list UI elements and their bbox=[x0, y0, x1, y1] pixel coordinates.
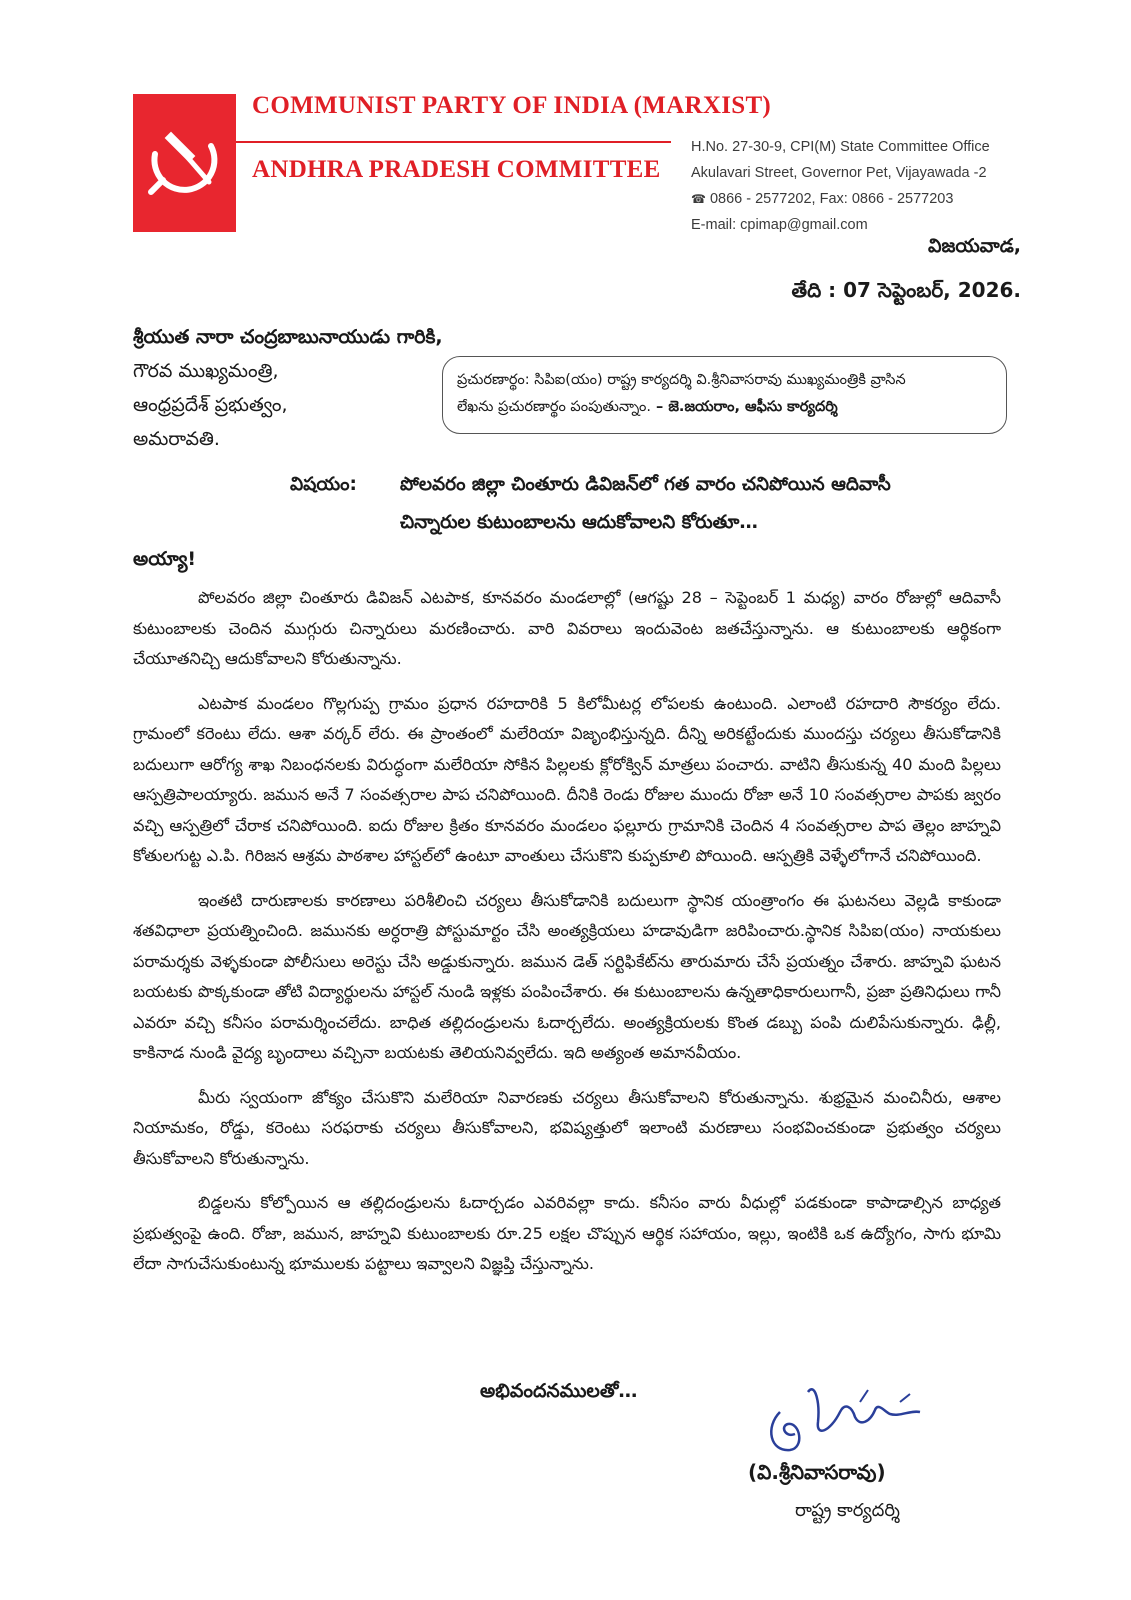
addressee bbox=[133, 320, 443, 456]
phone-icon: ☎ bbox=[691, 192, 706, 206]
party-logo bbox=[133, 94, 236, 232]
body-paragraph: మీరు స్వయంగా జోక్యం చేసుకొని మలేరియా నివారణకు చర్యలు తీసుకోవాలని కోరుతున్నాను. శుభ్రమైన మంచినీరు, ఆశాల నియామకం, రోడ్డు, కరెంటు సరఫరాకు చర్యలు తీసుకోవాలని, భవిష్యత్తులో ఇలాంటి మరణాలు సంభవించకుండా ప్రభుత్వం చర్యలు తీసుకోవాలని కోరుతున్నాను. bbox=[133, 1087, 1001, 1168]
subject-label: విషయం: bbox=[290, 474, 357, 495]
email-line: E-mail: cpimap@gmail.com bbox=[691, 217, 868, 233]
signatory-name: (వి.శ్రీనివాసరావు) bbox=[748, 1460, 886, 1484]
body-paragraph: ఎటపాక మండలం గొల్లగుప్ప గ్రామం ప్రధాన రహదారికి 5 కిలోమీటర్ల లోపలకు ఉంటుంది. ఎలాంటి రహదారి సౌకర్యం లేదు. గ్రామంలో కరెంటు లేదు. ఆశా వర్కర్ లేరు. ఈ ప్రాంతంలో మలేరియా విజృంభిస్తున్నది. దీన్ని అరికట్టేందుకు ముందస్తు చర్యలు తీసుకోడానికి బదులుగా ఆరోగ్య శాఖ నిబంధనలకు విరుద్ధంగా మలేరియా సోకిన పిల్లలకు క్లోరోక్విన్ మాత్రలు పంచారు. వాటిని తీసుకున్న 40 మంది పిల్లలు ఆస్పత్రిపాలయ్యారు. జమున అనే 7 సంవత్సరాల పాప చనిపోయింది. దీనికి రెండు రోజుల ముందు రోజా అనే 10 సంవత్సరాల పాపకు జ్వరం వచ్చి ఆస్పత్రిలో చేరాక చనిపోయింది. ఐదు రోజుల క్రితం కూనవరం మండలం ఫల్లూరు గ్రామానికి చెందిన 4 సంవత్సరాల పాప తెల్లం జాహ్నవి కోతులగుట్ట ఎ.పి. గిరిజన ఆశ్రమ పాఠశాల హాస్టల్‌లో ఉంటూ వాంతులు చేసుకొని కుప్పకూలి పోయింది. ఆస్పత్రికి వెళ్ళేలోగానే చనిపోయింది. bbox=[133, 693, 1001, 865]
office-address bbox=[691, 134, 1021, 238]
addressee-line: గౌరవ ముఖ్యమంత్రి, bbox=[133, 360, 279, 382]
press-note-line: ప్రచురణార్థం: సిపిఐ(యం) రాష్ట్ర కార్యదర్శి వి.శ్రీనివాసరావు ముఖ్యమంత్రికి వ్రాసిన bbox=[457, 372, 906, 388]
org-committee: ANDHRA PRADESH COMMITTEE bbox=[252, 156, 661, 183]
closing: అభివందనములతో… bbox=[480, 1380, 638, 1402]
salutation: అయ్యా! bbox=[133, 548, 197, 570]
signature-image bbox=[760, 1372, 950, 1466]
subject-line: పోలవరం జిల్లా చింతూరు డివిజన్‌లో గత వారం చనిపోయిన ఆదివాసీ bbox=[400, 474, 891, 495]
signatory-title: రాష్ట్ర కార్యదర్శి bbox=[795, 1500, 900, 1521]
letterhead bbox=[0, 0, 1131, 240]
addressee-line: ఆంధ్రప్రదేశ్ ప్రభుత్వం, bbox=[133, 394, 288, 416]
body-paragraph: ఇంతటి దారుణాలకు కారణాలు పరిశీలించి చర్యలు తీసుకోడానికి బదులుగా స్థానిక యంత్రాంగం ఈ ఘటనలు వెల్లడి కాకుండా శతవిధాలా ప్రయత్నించింది. జమునకు అర్ధరాత్రి పోస్టుమార్టం చేసి అంత్యక్రియలు హడావుడిగా జరిపించారు.స్థానిక సిపిఐ(యం) నాయకులు పరామర్శకు వెళ్ళకుండా పోలీసులు అరెస్టు చేసి అడ్డుకున్నారు. జమున డెత్ సర్టిఫికేట్‌ను తారుమారు చేసే ప్రయత్నం చేశారు. జాహ్నవి ఘటన బయటకు పొక్కకుండా తోటి విద్యార్థులను హాస్టల్ నుండి ఇళ్లకు పంపించేశారు. ఈ కుటుంబాలను ఉన్నతాధికారులుగానీ, ప్రజా ప్రతినిధులు గానీ ఎవరూ వచ్చి కనీసం పరామర్శించలేదు. బాధిత తల్లిదండ్రులను ఓదార్చలేదు. అంత్యక్రియలకు కొంత డబ్బు పంపి దులిపేసుకున్నారు. ఢిల్లీ, కాకినాడ నుండి వైద్య బృందాలు వచ్చినా బయటకు తెలియనివ్వలేదు. ఇది అత్యంత అమానవీయం. bbox=[133, 890, 1001, 1062]
org-name: COMMUNIST PARTY OF INDIA (MARXIST) bbox=[252, 92, 772, 119]
press-note-box bbox=[442, 356, 1007, 434]
body-paragraph: బిడ్డలను కోల్పోయిన ఆ తల్లిదండ్రులను ఓదార్చడం ఎవరివల్లా కాదు. కనీసం వారు వీధుల్లో పడకుండా కాపాడాల్సిన బాధ్యత ప్రభుత్వంపై ఉంది. రోజా, జమున, జాహ్నవి కుటుంబాలకు రూ.25 లక్షల చొప్పున ఆర్థిక సహాయం, ఇల్లు, ఇంటికి ఒక ఉద్యోగం, సాగు భూమి లేదా సాగుచేసుకుంటున్న భూములకు పట్టాలు ఇవ్వాలని విజ్ఞప్తి చేస్తున్నాను. bbox=[133, 1193, 1001, 1273]
addressee-line: అమరావతి. bbox=[133, 428, 220, 450]
place: విజయవాడ, bbox=[927, 235, 1021, 257]
letter-date: తేది : 07 సెప్టెంబర్, 2026. bbox=[791, 278, 1021, 302]
phone-line bbox=[691, 186, 1021, 212]
subject-line: చిన్నారుల కుటుంబాలను ఆదుకోవాలని కోరుతూ… bbox=[400, 512, 758, 533]
press-note-signoff: – జె.జయరాం, ఆఫీసు కార్యదర్శి bbox=[650, 399, 838, 415]
hammer-sickle-icon bbox=[133, 94, 236, 232]
address-line: Akulavari Street, Governor Pet, Vijayawada -2 bbox=[691, 165, 987, 181]
addressee-name: శ్రీయుత నారా చంద్రబాబునాయుడు గారికి, bbox=[133, 326, 443, 348]
address-line: H.No. 27-30-9, CPI(M) State Committee Office bbox=[691, 139, 990, 155]
body-paragraph: పోలవరం జిల్లా చింతూరు డివిజన్ ఎటపాక, కూనవరం మండలాల్లో (ఆగష్టు 28 – సెప్టెంబర్ 1 మధ్య) వారం రోజుల్లో ఆదివాసీ కుటుంబాలకు చెందిన ముగ్గురు చిన్నారులు మరణించారు. వారి వివరాలు ఇందువెంట జతచేస్తున్నాను. ఆ కుటుంబాలకు ఆర్థికంగా చేయూతనిచ్చి ఆదుకోవాలని కోరుతున్నాను. bbox=[133, 588, 1001, 668]
header-divider bbox=[236, 141, 671, 143]
letter-body bbox=[133, 583, 1001, 1294]
press-note-line: లేఖను ప్రచురణార్థం పంపుతున్నాం. – జె.జయరాం, ఆఫీసు కార్యదర్శి bbox=[457, 399, 838, 415]
phone-text: 0866 - 2577202, Fax: 0866 - 2577203 bbox=[709, 191, 954, 207]
subject bbox=[290, 466, 891, 542]
